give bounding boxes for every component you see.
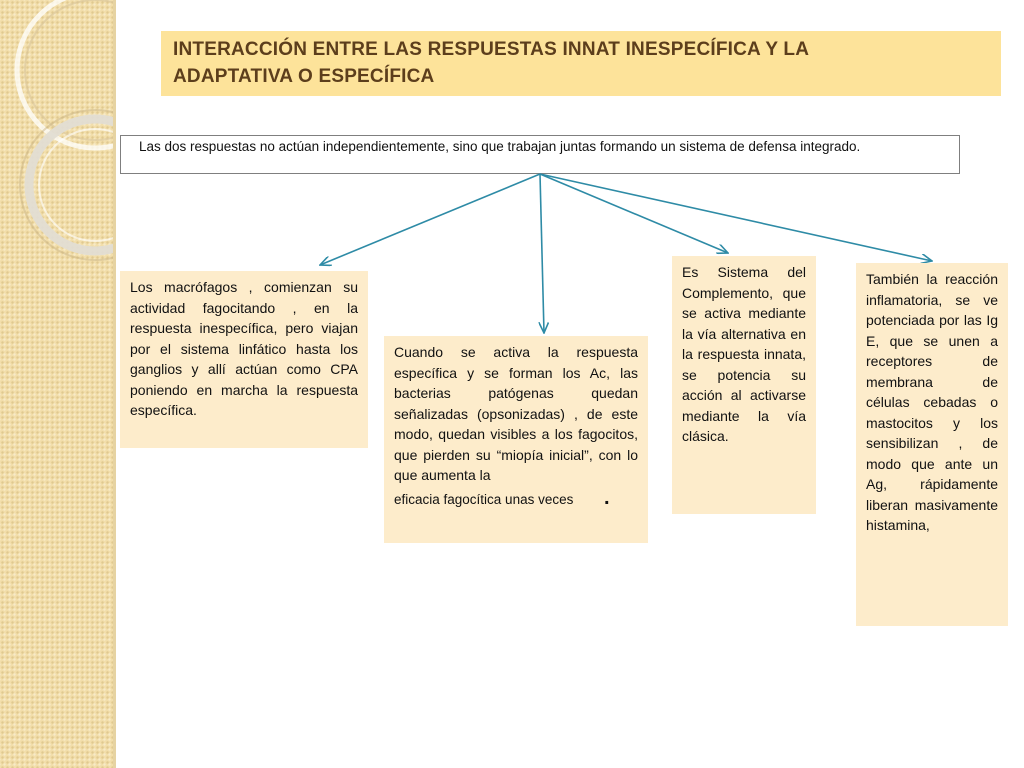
card-inflamatoria-text: También la reacción inflamatoria, se ve potenciada por las Ig E, que se unen a receptores de membrana de células cebadas o mastocitos y los sensibilizan , de modo que ante un Ag, rápidamente liberan masivamente histamina, [866, 271, 998, 533]
arrow-to-macrofagos [320, 174, 540, 265]
title-line-2: ADAPTATIVA O ESPECÍFICA [173, 66, 435, 87]
arrow-to-inflamatoria [540, 174, 932, 261]
arrow-to-opsonizacion [540, 174, 544, 333]
arrow-to-complemento [540, 174, 728, 253]
title-line-1: INTERACCIÓN ENTRE LAS RESPUESTAS INNAT INESPECÍFICA Y LA [173, 39, 810, 60]
card-opsonizacion [384, 336, 648, 543]
card-opsonizacion-end: . [604, 487, 610, 509]
card-macrofagos [120, 271, 368, 448]
card-complemento-text: Es Sistema del Complemento, que se activa mediante la vía alternativa en la respuesta innata, se potencia su acción al activarse mediante la vía clásica. [682, 264, 806, 444]
card-opsonizacion-tail: eficacia fagocítica unas veces [394, 491, 574, 507]
intro-text: Las dos respuestas no actúan independientemente, sino que trabajan juntas formando un sistema de defensa integrado. [139, 139, 861, 154]
card-macrofagos-text: Los macrófagos , comienzan su actividad fagocitando , en la respuesta inespecífica, pero viajan por el sistema linfático hasta los ganglios y allí actúan como CPA poniendo en marcha la respuesta específica. [130, 279, 358, 418]
card-opsonizacion-text: Cuando se activa la respuesta específica y se forman los Ac, las bacterias patógenas quedan señalizadas (opsonizadas) , de este modo, quedan visibles a los fagocitos, que pierden su “miopía inicial”, con lo que aumenta la [394, 344, 638, 483]
card-inflamatoria [856, 263, 1008, 626]
card-complemento [672, 256, 816, 514]
